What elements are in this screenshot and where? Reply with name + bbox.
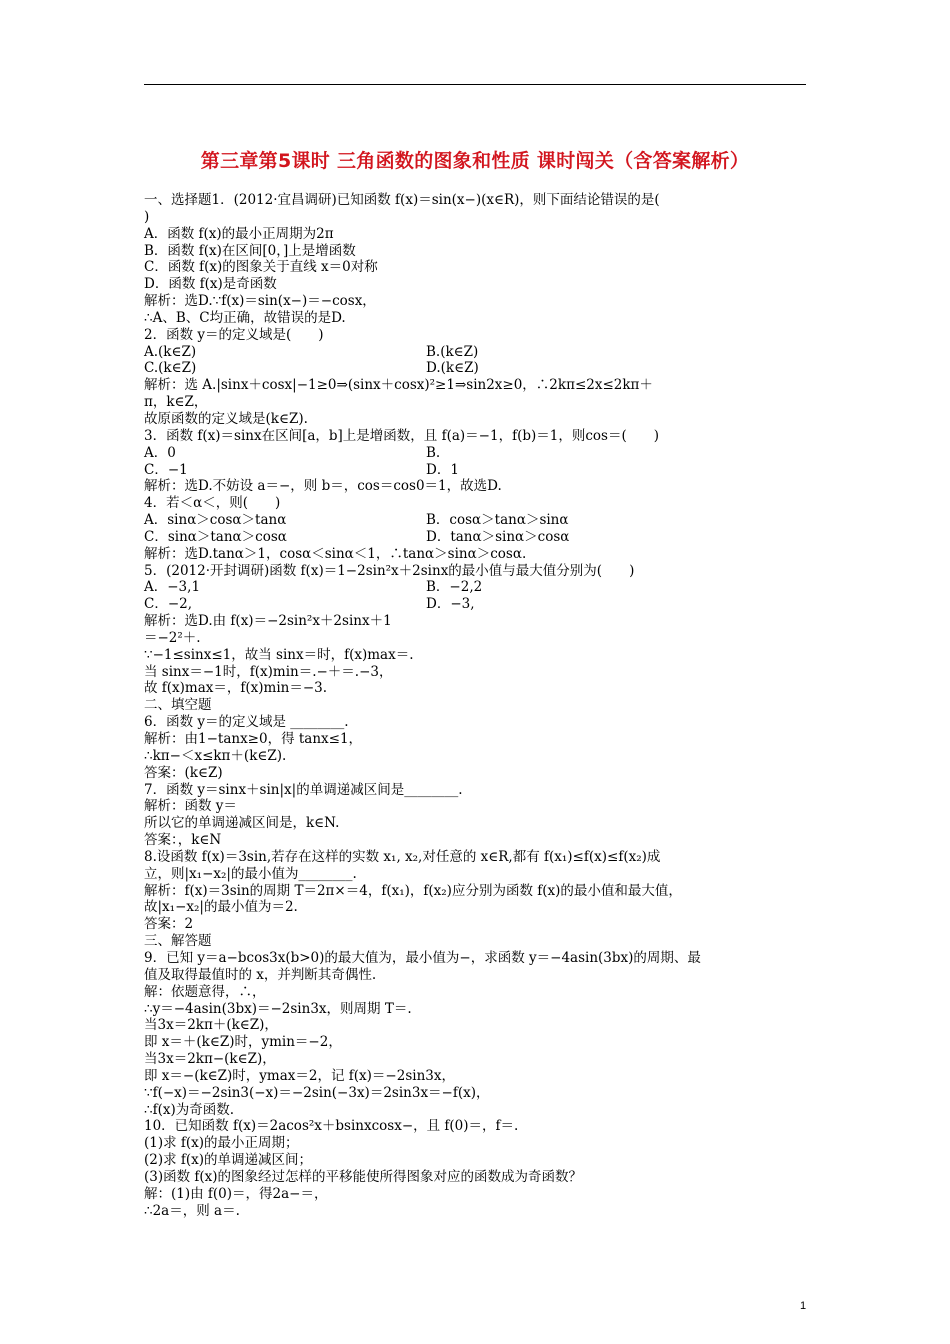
- text-line: 解析：选D.不妨设 a＝−，则 b＝，cos＝cos0＝1，故选D.: [144, 478, 502, 495]
- text-line: 答案：2: [144, 916, 194, 933]
- text-line: (3)函数 f(x)的图象经过怎样的平移能使所得图象对应的函数成为奇函数？: [144, 1168, 583, 1185]
- text-line: [144, 579, 814, 596]
- text-line: 4．若＜α＜，则( ): [144, 495, 281, 512]
- text-line: ∴2a＝，则 a＝.: [144, 1202, 240, 1219]
- text-line: ∴A、B、C均正确，故错误的是D.: [144, 309, 346, 326]
- option-left: A.(k∈Z): [144, 343, 197, 360]
- text-line: (1)求 f(x)的最小正周期；: [144, 1135, 299, 1152]
- text-line: 5．(2012·开封调研)函数 f(x)＝1−2sin²x＋2sinx的最小值与最大值分别为( ): [144, 562, 635, 579]
- text-line: 当 sinx＝−1时，f(x)min＝.−＋＝.−3，: [144, 663, 393, 680]
- option-left: A．0: [144, 444, 176, 461]
- text-line: 三、解答题: [144, 933, 212, 950]
- text-line: 解析：函数 y＝: [144, 798, 237, 815]
- text-line: ∵f(−x)＝−2sin3(−x)＝−2sin(−3x)＝2sin3x＝−f(x)，: [144, 1084, 490, 1101]
- text-line: 解析：由1−tanx≥0，得 tanx≤1，: [144, 731, 363, 747]
- text-line: 解析：选D.∵f(x)＝sin(x−)＝−cosx，: [144, 293, 376, 310]
- text-line: 9．已知 y＝a−bcos3x(b>0)的最大值为，最小值为−，求函数 y＝−4asin(3bx)的周期、最: [144, 949, 701, 966]
- text-line: 故原函数的定义域是(k∈Z).: [144, 410, 308, 427]
- option-right: B．cosα＞tanα＞sinα: [426, 512, 569, 529]
- text-line: 6．函数 y＝的定义域是 ________.: [144, 714, 349, 731]
- text-line: ): [144, 208, 150, 225]
- text-line: ∴f(x)为奇函数.: [144, 1101, 235, 1118]
- option-left: C．−2,: [144, 596, 193, 613]
- text-line: A．函数 f(x)的最小正周期为2π: [144, 225, 334, 242]
- option-right: B.(k∈Z): [426, 343, 479, 360]
- document-body: [144, 192, 814, 1219]
- option-right: B．−2,2: [426, 579, 483, 596]
- text-line: 答案：(k∈Z): [144, 764, 223, 781]
- text-line: [144, 360, 814, 377]
- option-right: D.(k∈Z): [426, 360, 479, 377]
- text-line: 当3x＝2kπ−(k∈Z)，: [144, 1051, 276, 1068]
- text-line: [144, 529, 814, 546]
- text-line: 立，则|x₁−x₂|的最小值为________.: [144, 865, 357, 882]
- page-number: 1: [800, 1300, 807, 1312]
- option-right: D．−3,: [426, 596, 475, 613]
- text-line: 当3x＝2kπ＋(k∈Z)，: [144, 1017, 278, 1034]
- text-line: 即 x＝＋(k∈Z)时，ymin＝−2，: [144, 1034, 342, 1051]
- text-line: 故 f(x)max＝，f(x)min＝−3.: [144, 680, 328, 697]
- text-line: [144, 596, 814, 613]
- text-line: (2)求 f(x)的单调递减区间；: [144, 1152, 313, 1169]
- option-left: C．−1: [144, 461, 188, 478]
- text-line: 所以它的单调递减区间是，k∈N.: [144, 815, 340, 832]
- document-title: 第三章第5课时 三角函数的图象和性质 课时闯关（含答案解析）: [200, 150, 750, 172]
- text-line: [144, 344, 814, 361]
- text-line: D．函数 f(x)是奇函数: [144, 276, 277, 293]
- text-line: [144, 462, 814, 479]
- text-line: ∴y＝−4asin(3bx)＝−2sin3x，则周期 T＝.: [144, 1000, 412, 1017]
- text-line: C．函数 f(x)的图象关于直线 x＝0对称: [144, 259, 378, 276]
- text-line: 解：依题意得，∴，: [144, 983, 266, 1000]
- text-line: 答案：，k∈N: [144, 832, 222, 849]
- text-line: 解：(1)由 f(0)＝，得2a−＝，: [144, 1185, 328, 1202]
- text-line: 二、填空题: [144, 697, 212, 714]
- option-left: C.(k∈Z): [144, 360, 197, 377]
- option-right: D．tanα＞sinα＞cosα: [426, 528, 570, 545]
- text-line: ＝−2²＋.: [144, 629, 201, 646]
- text-line: ∵−1≤sinx≤1，故当 sinx＝时，f(x)max＝.: [144, 646, 414, 663]
- text-line: 即 x＝−(k∈Z)时，ymax＝2，记 f(x)＝−2sin3x，: [144, 1067, 455, 1084]
- text-line: 解析：选 A.|sinx＋cosx|−1≥0⇒(sinx＋cosx)²≥1⇒sin2x≥0，∴2kπ≤2x≤2kπ＋: [144, 377, 653, 394]
- text-line: 解析：选D.由 f(x)＝−2sin²x＋2sinx＋1: [144, 613, 392, 630]
- option-right: B.: [426, 444, 441, 461]
- option-left: C．sinα＞tanα＞cosα: [144, 528, 287, 545]
- option-left: A．sinα＞cosα＞tanα: [144, 512, 287, 529]
- text-line: ∴kπ−＜x≤kπ＋(k∈Z).: [144, 747, 287, 764]
- option-left: A．−3,1: [144, 579, 201, 596]
- text-line: 值及取得最值时的 x，并判断其奇偶性.: [144, 966, 377, 983]
- text-line: 7．函数 y＝sinx＋sin|x|的单调递减区间是________.: [144, 781, 463, 798]
- text-line: [144, 445, 814, 462]
- text-line: 8.设函数 f(x)＝3sin,若存在这样的实数 x₁, x₂,对任意的 x∈R,都有 f(x₁)≤f(x)≤f(x₂)成: [144, 848, 661, 865]
- text-line: 2．函数 y＝的定义域是( ): [144, 326, 324, 343]
- text-line: 解析：选D.tanα＞1，cosα＜sinα＜1，∴tanα＞sinα＞cosα.: [144, 545, 527, 562]
- text-line: 10．已知函数 f(x)＝2acos²x＋bsinxcosx−，且 f(0)＝，f＝.: [144, 1118, 519, 1135]
- option-right: D．1: [426, 461, 459, 478]
- text-line: [144, 512, 814, 529]
- text-line: 解析：f(x)＝3sin的周期 T＝2π×＝4，f(x₁)，f(x₂)应分别为函数 f(x)的最小值和最大值，: [144, 882, 682, 899]
- text-line: π，k∈Z，: [144, 394, 208, 411]
- text-line: B．函数 f(x)在区间[0，]上是增函数: [144, 242, 356, 259]
- text-line: 故|x₁−x₂|的最小值为＝2.: [144, 899, 298, 916]
- text-line: 3．函数 f(x)＝sinx在区间[a，b]上是增函数，且 f(a)＝−1，f(b)＝1，则cos＝( ): [144, 427, 659, 444]
- text-line: 一、选择题1．(2012·宜昌调研)已知函数 f(x)＝sin(x−)(x∈R)，则下面结论错误的是(: [144, 192, 660, 208]
- header-rule: [144, 84, 806, 85]
